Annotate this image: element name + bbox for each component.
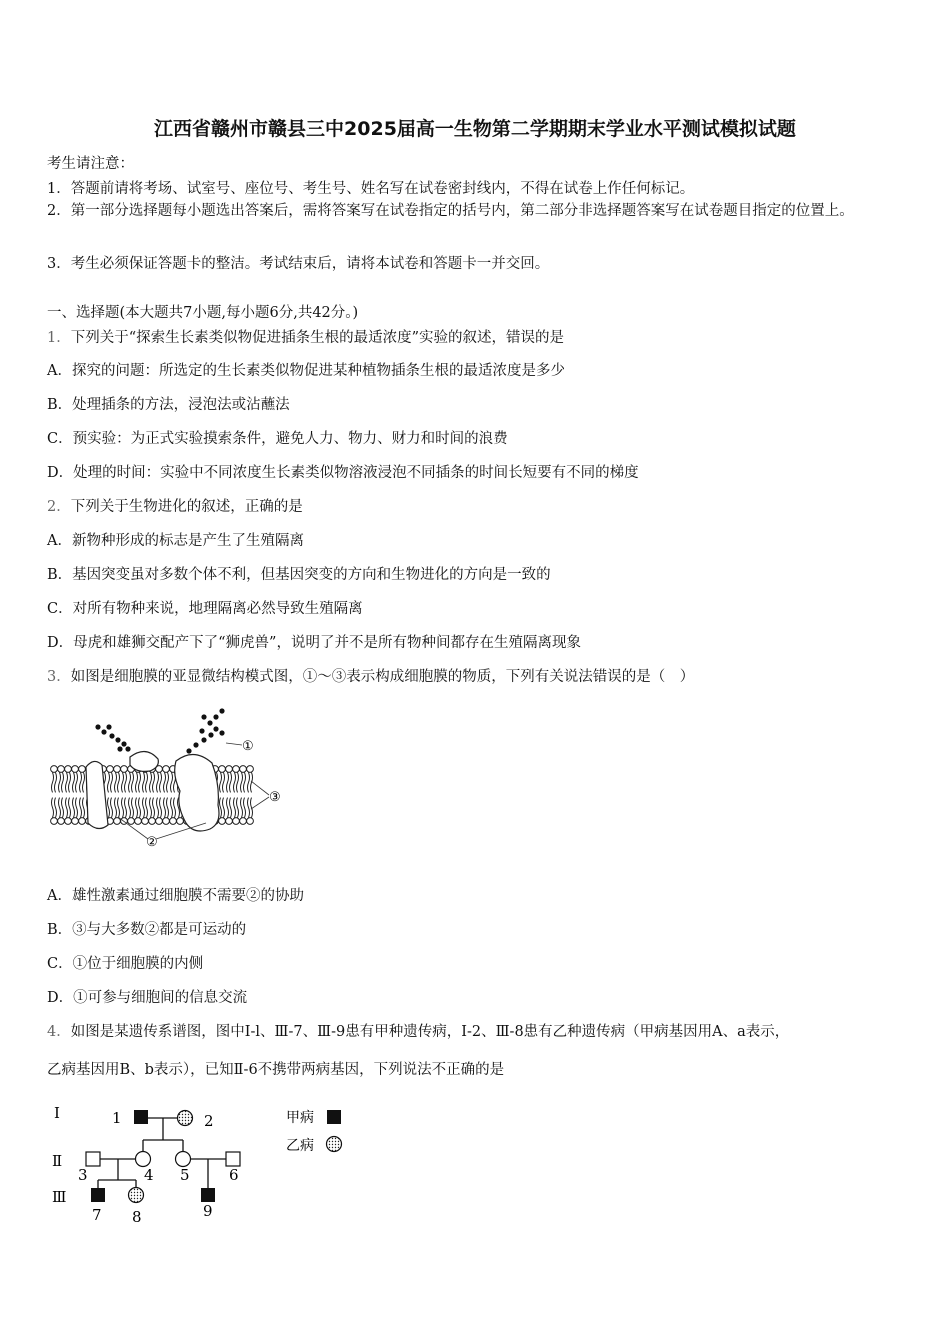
lipid-head: [247, 818, 254, 825]
lipid-tail: [157, 772, 159, 792]
question-stem: 如图是细胞膜的亚显微结构模式图，①～③表示构成细胞膜的物质，下列有关说法错误的是（ ）: [70, 669, 695, 685]
lipid-tail: [73, 798, 75, 818]
lipid-tail: [83, 798, 85, 818]
lipid-head: [240, 766, 247, 773]
lipid-tail: [164, 798, 166, 818]
question-4: [47, 1020, 789, 1041]
lipid-tail: [136, 772, 138, 792]
q1-option-c: C．预实验：为正式实验摸索条件，避免人力、物力、财力和时间的浪费: [47, 431, 508, 447]
lipid-tail: [150, 772, 152, 792]
lipid-head: [51, 766, 58, 773]
lipid-head: [114, 766, 121, 773]
lipid-head: [163, 766, 170, 773]
lipid-head: [65, 818, 72, 825]
individual-5-female: [176, 1152, 191, 1167]
q2-option-c: C．对所有物种来说，地理隔离必然导致生殖隔离: [47, 601, 363, 617]
lipid-tail: [248, 772, 250, 792]
notice-item-1: 1．答题前请将考场、试室号、座位号、考生号、姓名写在试卷密封线内，不得在试卷上作任何标记。: [47, 181, 695, 197]
individual-8-affected-female: [129, 1188, 144, 1203]
lipid-tail: [83, 772, 85, 792]
lipid-tail: [234, 798, 236, 818]
lipid-head: [128, 818, 135, 825]
lipid-tail: [66, 772, 68, 792]
lipid-tail: [80, 772, 82, 792]
lipid-tail: [122, 798, 124, 818]
lipid-head: [121, 766, 128, 773]
question-3: [47, 665, 694, 686]
id-1: 1: [112, 1109, 122, 1127]
lipid-tail: [241, 798, 243, 818]
legend-filled-square: [327, 1110, 341, 1124]
lipid-head: [170, 818, 177, 825]
lipid-tail: [62, 798, 64, 818]
lipid-tail: [157, 798, 159, 818]
question-1: [47, 326, 564, 347]
lipid-tail: [153, 798, 155, 818]
lipid-head: [79, 818, 86, 825]
id-2: 2: [204, 1112, 214, 1130]
lipid-head: [177, 818, 184, 825]
lipid-tail: [132, 772, 134, 792]
lipid-tail: [227, 798, 229, 818]
label-1: ①: [242, 739, 254, 754]
individual-2-affected-female: [178, 1111, 193, 1126]
lipid-tail: [143, 798, 145, 818]
question-number: 1．: [47, 330, 71, 346]
lipid-head: [240, 818, 247, 825]
lipid-tail: [230, 798, 232, 818]
id-4: 4: [144, 1166, 154, 1184]
q3-option-c: C．①位于细胞膜的内侧: [47, 956, 204, 972]
q2-option-a: A．新物种形成的标志是产生了生殖隔离: [47, 533, 304, 549]
lipid-tail: [160, 798, 162, 818]
lipid-tail: [167, 798, 169, 818]
lipid-tail: [160, 772, 162, 792]
lipid-tail: [237, 798, 239, 818]
cell-membrane-figure: [46, 705, 296, 860]
generation-label-1: Ⅰ: [54, 1104, 60, 1122]
lipid-tail: [171, 772, 173, 792]
lipid-tail: [111, 798, 113, 818]
glycolipid-chain: [95, 724, 130, 751]
lipid-tail: [244, 798, 246, 818]
q3-option-a: A．雄性激素通过细胞膜不需要②的协助: [47, 888, 304, 904]
lipid-tail: [241, 772, 243, 792]
lipid-tail: [143, 772, 145, 792]
lipid-tail: [244, 772, 246, 792]
generation-label-2: Ⅱ: [52, 1152, 63, 1170]
surface-protein: [130, 751, 158, 771]
legend-dotted-circle: [327, 1137, 342, 1152]
lipid-head: [149, 818, 156, 825]
lipid-tail: [118, 772, 120, 792]
question-stem: 如图是某遗传系谱图，图中Ⅰ-l、Ⅲ-7、Ⅲ-9患有甲种遗传病，Ⅰ-2、Ⅲ-8患有乙种遗传病（甲病基因用A、a表示，: [70, 1024, 790, 1040]
notice-heading: 考生请注意：: [47, 156, 134, 172]
individual-6-male: [226, 1152, 240, 1166]
lipid-tail: [80, 798, 82, 818]
lipid-tail: [237, 772, 239, 792]
lipid-tail: [59, 772, 61, 792]
lipid-tail: [115, 772, 117, 792]
pedigree-chart: [46, 1098, 366, 1228]
lipid-tail: [76, 772, 78, 792]
lipid-tail: [76, 798, 78, 818]
lipid-tail: [174, 798, 176, 818]
lipid-head: [72, 766, 79, 773]
lipid-head: [219, 818, 226, 825]
lipid-tail: [55, 798, 57, 818]
lipid-head: [233, 818, 240, 825]
lipid-head: [114, 818, 121, 825]
lipid-tail: [223, 798, 225, 818]
question-stem: 下列关于“探索生长素类似物促进插条生根的最适浓度”实验的叙述，错误的是: [70, 330, 565, 346]
lipid-tail: [111, 772, 113, 792]
exam-title: 江西省赣州市赣县三中2025届高一生物第二学期期末学业水平测试模拟试题: [154, 118, 796, 140]
lipid-tail: [171, 798, 173, 818]
question-number: 3．: [47, 669, 71, 685]
question-number: 2．: [47, 499, 71, 515]
legend-label-a: 甲病: [286, 1110, 314, 1126]
lipid-head: [72, 818, 79, 825]
lipid-tail: [248, 798, 250, 818]
lipid-tail: [62, 772, 64, 792]
lipid-head: [135, 818, 142, 825]
id-3: 3: [78, 1166, 88, 1184]
lipid-tail: [220, 772, 222, 792]
lipid-tail: [66, 798, 68, 818]
id-8: 8: [132, 1208, 142, 1226]
lipid-tail: [132, 798, 134, 818]
lipid-tail: [69, 798, 71, 818]
section-heading: 一、选择题(本大题共7小题,每小题6分,共42分。): [47, 305, 359, 321]
lipid-tail: [125, 772, 127, 792]
lipid-head: [51, 818, 58, 825]
individual-7-affected-male: [91, 1188, 105, 1202]
legend-label-b: 乙病: [286, 1138, 314, 1154]
id-5: 5: [180, 1166, 190, 1184]
lipid-tail: [227, 772, 229, 792]
lipid-tail: [136, 798, 138, 818]
question-number: 4．: [47, 1024, 71, 1040]
lipid-tail: [69, 772, 71, 792]
lipid-head: [142, 818, 149, 825]
lipid-tail: [52, 798, 54, 818]
lipid-head: [226, 766, 233, 773]
glycoprotein-chain: [186, 708, 224, 753]
lipid-tail: [108, 772, 110, 792]
lipid-tail: [234, 772, 236, 792]
lipid-tail: [139, 798, 141, 818]
lipid-tail: [52, 772, 54, 792]
lipid-head: [58, 766, 65, 773]
lipid-tail: [230, 772, 232, 792]
lipid-tail: [223, 772, 225, 792]
q1-option-a: A．探究的问题：所选定的生长素类似物促进某种植物插条生根的最适浓度是多少: [47, 363, 565, 379]
lipid-head: [58, 818, 65, 825]
lipid-head: [219, 766, 226, 773]
lipid-tail: [73, 772, 75, 792]
lipid-tail: [251, 798, 253, 818]
individual-3-male: [86, 1152, 100, 1166]
lipid-head: [156, 818, 163, 825]
id-6: 6: [229, 1166, 239, 1184]
phospholipid-bilayer: [51, 766, 254, 825]
label-3: ③: [269, 790, 281, 805]
individual-9-affected-male: [201, 1188, 215, 1202]
lipid-tail: [129, 772, 131, 792]
id-9: 9: [203, 1202, 213, 1220]
lipid-tail: [118, 798, 120, 818]
label-2: ②: [146, 835, 158, 850]
individual-4-female: [136, 1152, 151, 1167]
lipid-head: [233, 766, 240, 773]
lipid-tail: [59, 798, 61, 818]
q1-option-d: D．处理的时间：实验中不同浓度生长素类似物溶液浸泡不同插条的时间长短要有不同的梯度: [47, 465, 639, 481]
q3-option-d: D．①可参与细胞间的信息交流: [47, 990, 248, 1006]
lipid-tail: [150, 798, 152, 818]
lipid-tail: [164, 772, 166, 792]
lipid-head: [79, 766, 86, 773]
q1-option-b: B．处理插条的方法，浸泡法或沾蘸法: [47, 397, 290, 413]
lipid-tail: [153, 772, 155, 792]
lipid-head: [226, 818, 233, 825]
id-7: 7: [92, 1206, 102, 1224]
lipid-head: [163, 818, 170, 825]
lipid-head: [247, 766, 254, 773]
q3-option-b: B．③与大多数②都是可运动的: [47, 922, 247, 938]
q2-option-d: D．母虎和雄狮交配产下了“狮虎兽”，说明了并不是所有物种间都存在生殖隔离现象: [47, 635, 581, 651]
lipid-tail: [129, 798, 131, 818]
notice-item-2: 2．第一部分选择题每小题选出答案后，需将答案写在试卷指定的括号内，第二部分非选择题答案写在试卷题目指定的位置上。: [47, 203, 854, 219]
lipid-tail: [220, 798, 222, 818]
lipid-tail: [122, 772, 124, 792]
lipid-tail: [55, 772, 57, 792]
lipid-tail: [139, 772, 141, 792]
question-4-continued: 乙病基因用B、b表示），已知Ⅱ-6不携带两病基因，下列说法不正确的是: [47, 1062, 505, 1078]
question-stem: 下列关于生物进化的叙述，正确的是: [70, 499, 303, 515]
lipid-tail: [125, 798, 127, 818]
lipid-tail: [115, 798, 117, 818]
q2-option-b: B．基因突变虽对多数个体不利，但基因突变的方向和生物进化的方向是一致的: [47, 567, 551, 583]
lipid-head: [107, 766, 114, 773]
lipid-tail: [146, 798, 148, 818]
generation-label-3: Ⅲ: [52, 1188, 67, 1206]
individual-1-affected-male: [134, 1110, 148, 1124]
lipid-tail: [108, 798, 110, 818]
notice-item-3: 3．考生必须保证答题卡的整洁。考试结束后，请将本试卷和答题卡一并交回。: [47, 256, 550, 272]
question-2: [47, 495, 303, 516]
lipid-tail: [167, 772, 169, 792]
lipid-tail: [146, 772, 148, 792]
lipid-head: [65, 766, 72, 773]
